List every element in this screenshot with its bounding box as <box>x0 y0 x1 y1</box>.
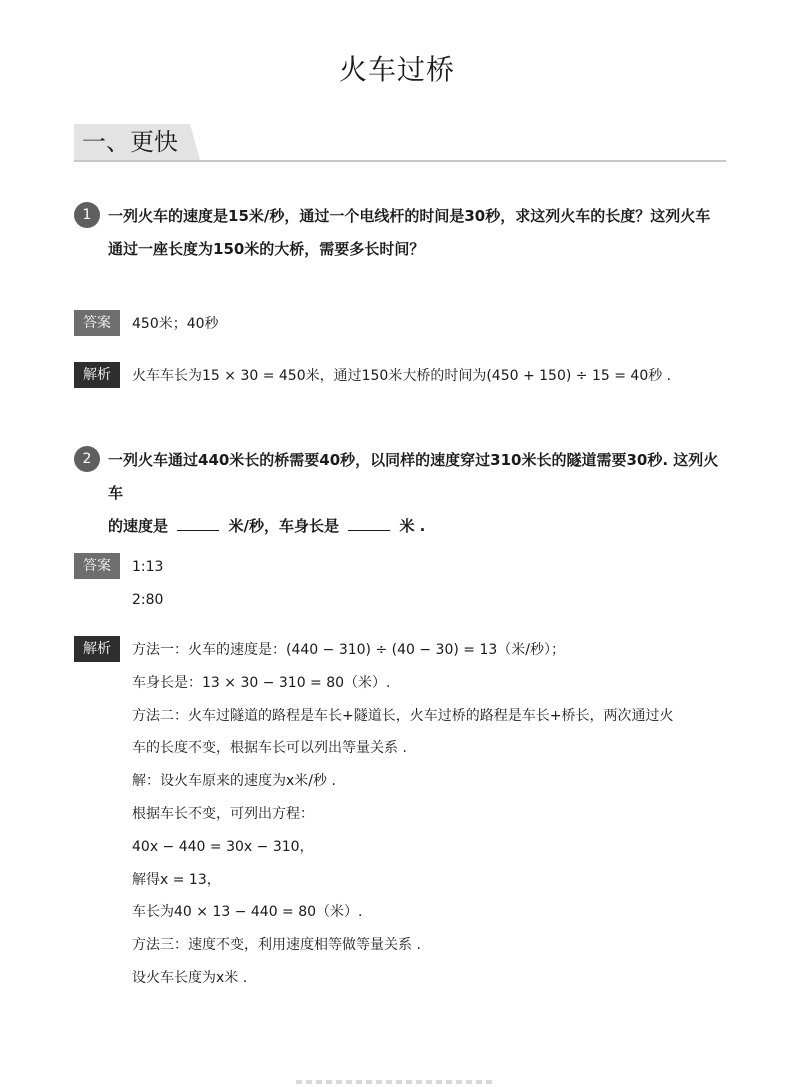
analysis-line: 解：设火车原来的速度为x米/秒 . <box>132 773 336 789</box>
question-1-text <box>108 200 724 266</box>
section-label: 一、更快 <box>82 128 178 156</box>
question-1-analysis: 火车车长为15 × 30 = 450米，通过150米大桥的时间为(450 + 150) ÷ 15 = 40秒 . <box>132 368 672 384</box>
question-2-text <box>108 444 724 543</box>
analysis-line: 根据车长不变，可列出方程： <box>132 806 314 822</box>
question-2-answer-2: 2:80 <box>132 592 164 608</box>
analysis-line: 方法一：火车的速度是：(440 − 310) ÷ (40 − 30) = 13（米/秒）； <box>132 642 565 658</box>
question-2-line-2-part-2: 米/秒，车身长是 <box>228 517 339 535</box>
analysis-line: 车长为40 × 13 − 440 = 80（米）. <box>132 904 363 920</box>
footer-watermark <box>296 1080 496 1084</box>
question-number-badge: 2 <box>74 446 100 472</box>
analysis-line: 车的长度不变，根据车长可以列出等量关系 . <box>132 740 407 756</box>
analysis-label: 解析 <box>74 362 120 388</box>
fill-in-blank[interactable] <box>348 514 390 531</box>
page-title: 火车过桥 <box>338 53 455 86</box>
question-2-line-2-part-3: 米 . <box>399 517 426 535</box>
question-2-answer-1: 1:13 <box>132 559 164 575</box>
analysis-line: 车身长是：13 × 30 − 310 = 80（米）. <box>132 675 391 691</box>
section-header <box>74 124 726 162</box>
analysis-line: 设火车长度为x米 . <box>132 970 248 986</box>
fill-in-blank[interactable] <box>177 514 219 531</box>
question-number-badge: 1 <box>74 202 100 228</box>
analysis-line: 方法三：速度不变，利用速度相等做等量关系 . <box>132 937 421 953</box>
analysis-line: 40x − 440 = 30x − 310， <box>132 839 314 855</box>
analysis-label: 解析 <box>74 636 120 662</box>
question-2-line-2-part-1: 的速度是 <box>108 517 169 535</box>
question-1-line-2: 通过一座长度为150米的大桥，需要多长时间？ <box>108 240 425 258</box>
analysis-line: 方法二：火车过隧道的路程是车长+隧道长，火车过桥的路程是车长+桥长，两次通过火 <box>132 708 674 724</box>
section-divider <box>74 160 726 162</box>
question-2-line-1: 一列火车通过440米长的桥需要40秒，以同样的速度穿过310米长的隧道需要30秒. 这列火车 <box>108 451 719 502</box>
question-2-line-2 <box>108 510 724 543</box>
answer-label: 答案 <box>74 553 120 579</box>
question-1-answer: 450米；40秒 <box>132 316 219 332</box>
answer-label: 答案 <box>74 310 120 336</box>
analysis-line: 解得x = 13， <box>132 872 221 888</box>
question-1-line-1: 一列火车的速度是15米/秒，通过一个电线杆的时间是30秒，求这列火车的长度？这列火车 <box>108 207 711 225</box>
